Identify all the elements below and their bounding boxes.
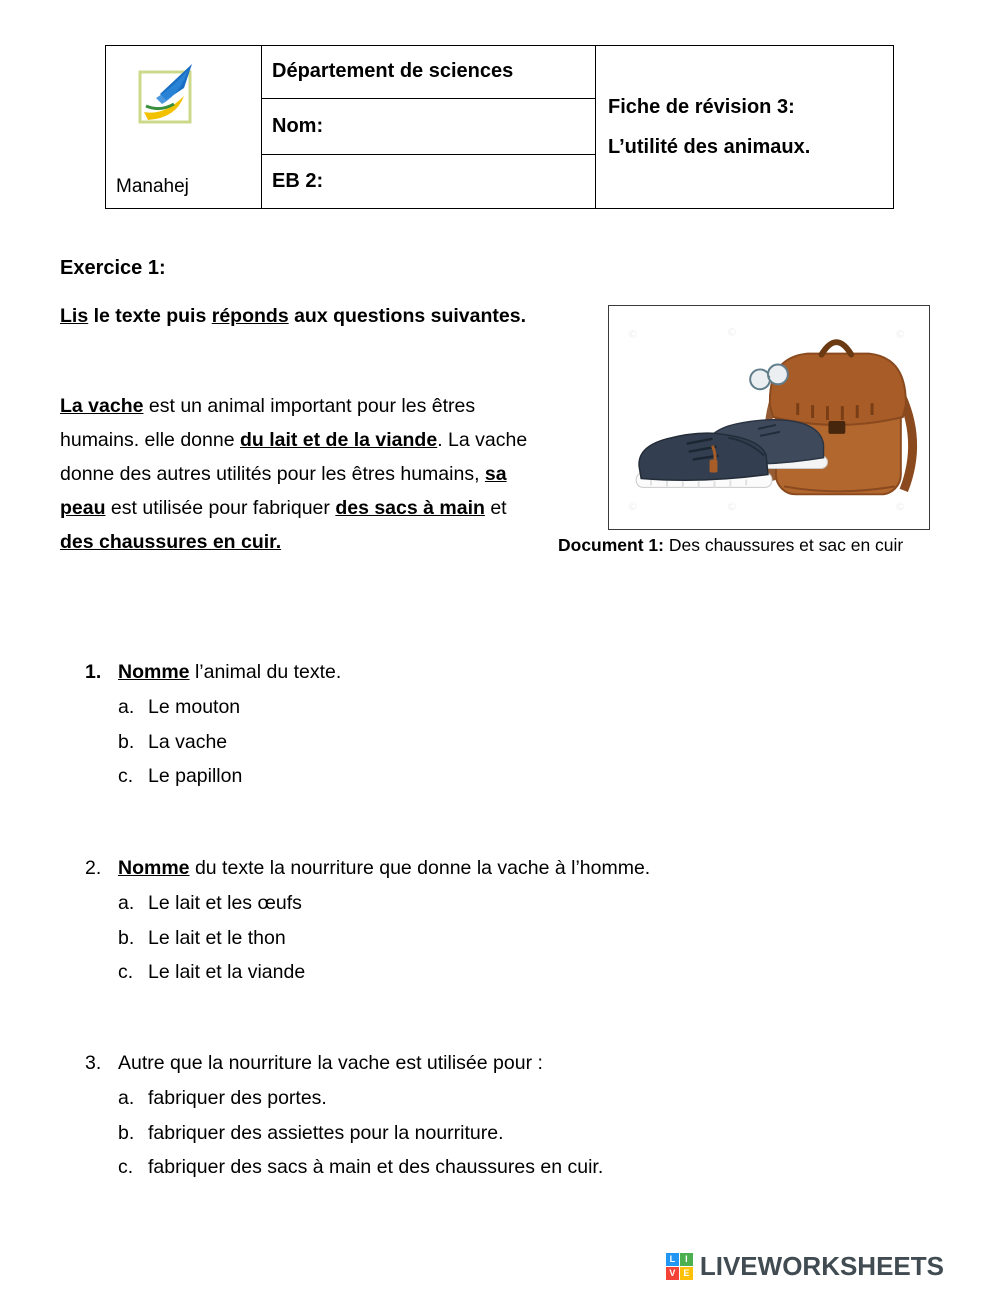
header-table — [105, 45, 894, 209]
fiche-cell — [596, 46, 893, 208]
caption-label: Document 1: — [558, 535, 664, 555]
option-text: Le lait et les œufs — [148, 892, 302, 914]
question-3 — [85, 1046, 925, 1185]
option-row[interactable] — [118, 955, 925, 990]
option-text: fabriquer des assiettes pour la nourriture. — [148, 1121, 504, 1144]
exercise-title: Exercice 1: — [60, 257, 166, 279]
icon-letter-e: E — [680, 1267, 693, 1280]
fiche-subtitle: L’utilité des animaux. — [608, 135, 811, 158]
question-number: 1. — [85, 661, 102, 683]
liveworksheets-logo[interactable] — [666, 1251, 944, 1282]
fiche-title: Fiche de révision 3: — [608, 95, 795, 118]
liveworksheets-icon — [666, 1253, 693, 1280]
option-row[interactable] — [118, 921, 925, 956]
question-text — [85, 655, 925, 689]
question-keyword: Nomme — [118, 857, 190, 879]
option-text: fabriquer des portes. — [148, 1087, 327, 1109]
question-text — [85, 851, 925, 885]
question-label — [118, 851, 650, 885]
svg-text:©: © — [894, 327, 906, 341]
question-2 — [85, 851, 925, 990]
option-row[interactable] — [118, 886, 925, 921]
question-text — [85, 1046, 925, 1080]
svg-text:©: © — [627, 500, 639, 514]
option-letter: a. — [118, 892, 135, 914]
option-letter: b. — [118, 730, 135, 753]
reading-part: . La vache donne des autres utilités pour les êtres humains, — [60, 429, 528, 485]
option-row[interactable] — [118, 1081, 925, 1116]
svg-text:©: © — [726, 325, 738, 339]
reading-part: et — [484, 497, 507, 519]
option-letter: c. — [118, 961, 134, 983]
option-text: fabriquer des sacs à main et des chaussures en cuir. — [148, 1156, 604, 1178]
option-row[interactable] — [118, 725, 925, 760]
option-letter: a. — [118, 696, 135, 718]
document1-figure — [608, 305, 930, 530]
question-rest: du texte la nourriture que donne la vache à l’homme. — [189, 857, 651, 879]
eb-field-label: EB 2: — [272, 170, 324, 193]
option-row[interactable] — [118, 1116, 925, 1151]
reading-highlight: sa peau — [60, 463, 507, 519]
instruction-part: aux questions suivantes. — [288, 305, 526, 327]
question-label — [118, 655, 341, 689]
question-rest: Autre que la nourriture la vache est utilisée pour : — [118, 1052, 543, 1074]
instruction-text — [60, 299, 538, 334]
backpack-graphic — [750, 342, 912, 494]
option-text: Le mouton — [148, 696, 241, 718]
reading-highlight: des chaussures en cuir. — [60, 531, 282, 553]
svg-text:©: © — [627, 327, 639, 341]
svg-text:©: © — [726, 500, 738, 514]
option-letter: c. — [118, 765, 134, 787]
option-row[interactable] — [118, 759, 925, 794]
option-letter: b. — [118, 926, 135, 949]
question-rest: l’animal du texte. — [189, 661, 342, 683]
option-text: Le papillon — [148, 765, 243, 787]
options-list — [118, 690, 925, 794]
reading-text — [60, 389, 528, 559]
instruction-part: le texte puis — [88, 305, 212, 327]
option-text: Le lait et le thon — [148, 926, 286, 949]
option-letter: b. — [118, 1121, 135, 1144]
reading-highlight: La vache — [60, 395, 144, 417]
question-number: 2. — [85, 857, 102, 879]
caption-text: Des chaussures et sac en cuir — [663, 535, 904, 555]
shoes-and-backpack-illustration — [609, 306, 929, 529]
logo-cell — [106, 46, 262, 208]
header-middle-column — [262, 46, 596, 208]
option-letter: c. — [118, 1156, 134, 1178]
manahej-logo-icon — [130, 54, 204, 128]
question-keyword: Nomme — [118, 661, 190, 683]
question-number: 3. — [85, 1052, 102, 1074]
svg-text:©: © — [894, 500, 906, 514]
icon-letter-i: I — [680, 1253, 693, 1266]
option-row[interactable] — [118, 690, 925, 725]
department-title: Département de sciences — [262, 46, 595, 99]
option-letter: a. — [118, 1087, 135, 1109]
option-text: La vache — [148, 730, 228, 753]
liveworksheets-wordmark: LIVEWORKSHEETS — [699, 1251, 944, 1281]
icon-letter-v: V — [666, 1267, 679, 1280]
reading-part: est un animal important pour les êtres humains. elle donne — [60, 395, 476, 451]
document1-caption — [558, 535, 970, 556]
options-list — [118, 1081, 925, 1185]
reading-highlight: du lait et de la viande — [239, 429, 438, 451]
nom-field-label: Nom: — [262, 99, 595, 156]
option-row[interactable] — [118, 1150, 925, 1185]
options-list — [118, 886, 925, 990]
option-text: Le lait et la viande — [148, 961, 306, 983]
question-1 — [85, 655, 925, 794]
question-label — [118, 1046, 543, 1080]
manahej-label: Manahej — [116, 176, 189, 197]
instruction-keyword: réponds — [211, 305, 289, 327]
reading-part: est utilisée pour fabriquer — [105, 497, 336, 519]
icon-letter-l: L — [666, 1253, 679, 1266]
instruction-keyword: Lis — [60, 305, 89, 327]
reading-highlight: des sacs à main — [335, 497, 485, 519]
